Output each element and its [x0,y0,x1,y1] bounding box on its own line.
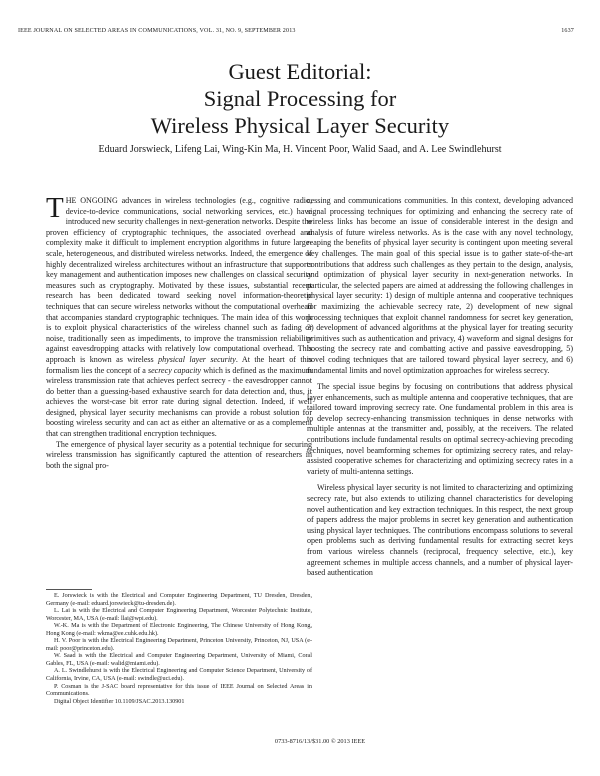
emphasis-term: secrecy capacity [147,365,202,375]
paragraph: The special issue begins by focusing on contributions that address physical layer enhancements, such as multiple antenna and cooperative techniques, that are tailored toward improving secrecy rate. One fundamental problem in this area is to develop secrecy-enhancing transmission techniques in dense networks with multiple antennas at the transmitter and, possibly, at the receivers. The related contributions include fundamental results on optimal secrecy-achieving precoding techniques, novel beamforming schemes for optimizing secrecy rates, and relay-assisted cooperative schemes for characterizing and optimizing secrecy rates in a variety of multi-antenna settings. [307,382,573,476]
title-line-1: Guest Editorial: [228,59,372,84]
page-number: 1637 [561,28,574,34]
paragraph: The emergence of physical layer security as a potential technique for securing wireless transmission has significantly captured the attention of researchers in both the signal pro- [46,439,312,470]
footnote: A. L. Swindlehurst is with the Electrical Engineering and Computer Science Department, University of California, Irvine, CA, USA (e-mail: swindle@uci.edu). [46,668,312,683]
article-title [0,58,600,139]
right-column [307,196,573,579]
footnote-divider [46,589,92,590]
left-column [46,192,312,471]
title-line-3: Wireless Physical Layer Security [150,113,450,138]
paragraph-text: advances in wireless technologies (e.g., cognitive radio, device-to-device communications, social networking services, etc.) have introduced new security challenges in next-generation networks. Despite the proven efficiency of cryptographic techniques, the associated overhead and complexity make it difficult to implement encryption algorithms in future large-scale, heterogeneous, and distributed wireless networks. Indeed, the emergence of highly decentralized wireless architectures without an infrastructure that supports key management and authentication imposes new challenges on classical security measures such as cryptography. Motivated by these issues, substantial recent research has been dedicated toward seeking novel information-theoretic techniques that can secure wireless networks without the computational overhead that accompanies standard cryptographic techniques. The main idea of this work is to exploit physical characteristics of the wireless channel such as fading or noise, traditionally seen as impediments, to improve the transmission reliability against eavesdropping attacks with relatively low computational overhead. This approach is known as wireless [46,196,312,364]
author-list: Eduard Jorswieck, Lifeng Lai, Wing-Kin Ma, H. Vincent Poor, Walid Saad, and A. Lee Swindlehurst [98,144,502,155]
footnote: E. Jorswieck is with the Electrical and Computer Engineering Department, TU Dresden, Dresden, Germany (e-mail: eduard.jorswieck@tu-dresden.de). [46,593,312,607]
lead-small-caps: HE ONGOING [65,196,118,205]
footnote: P. Cosman is the J-SAC board representative for this issue of IEEE Journal on Selected Areas in Communications. [46,683,312,698]
running-header [18,28,574,38]
paragraph-text: . At the heart of this formalism lies the concept of a [46,354,312,375]
paragraph: cessing and communications communities. In this context, developing advanced signal processing techniques for optimizing and enhancing the secrecy rate of wireless links has become an issue of considerable interest in the design and analysis of future wireless networks. As is the case with any novel technology, reaping the benefits of physical layer security is contingent upon meeting several key challenges. The main goal of this special issue is to gather state-of-the-art contributions that address such challenges as they pertain to the design, analysis, and optimization of physical layer security in next-generation networks. In particular, the selected papers are aimed at addressing the following challenges in physical layer security: 1) design of multiple antenna and cooperative techniques for maximizing the achievable secrecy rate, 2) development of new signal processing techniques that exploit channel randomness for secret key generation, 3) development of advanced algorithms at the physical layer for treating security primitives such as authentication and privacy, 4) waveform and signal designs for boosting the secrecy rate and combatting active and passive eavesdropping, 5) novel coding techniques that are tailored toward physical layer secrecy, and 6) fundamental limits and novel optimization approaches for wireless secrecy. [307,196,573,375]
emphasis-term: physical layer security [158,354,236,364]
paragraph-text: which is defined as the maximum wireless transmission rate that achieves perfect secrecy - the eavesdropper cannot do better than a guessing-based exhaustive search for data detection and, thus, it achieves the worst-case bit error rate during signal detection. Indeed, if well designed, physical layer security mechanisms can provide a robust solution for boosting wireless security and can act as either an alternative or as a complement that can strengthen traditional encryption techniques. [46,365,312,439]
drop-cap: T [46,192,64,224]
title-line-2: Signal Processing for [203,86,397,111]
journal-name: IEEE JOURNAL ON SELECTED AREAS IN COMMUNICATIONS, VOL. 31, NO. 9, SEPTEMBER 2013 [18,28,296,34]
paragraph: Wireless physical layer security is not limited to characterizing and optimizing secrecy rate, but also extends to utilizing channel characteristics for developing novel authentication and key extraction techniques. In this respect, the next group of papers address the major problems in secret key generation and authentication using physical layer techniques. The contributions encompass solutions to several open problems such as deriving fundamental results for extracting secret keys from various wireless channels (reciprocal, frequency selective, etc.), key agreement schemes in multiple access channels, and a number of physical layer-based authentication [307,483,573,578]
copyright-footer: 0733-8716/13/$31.00 © 2013 IEEE [274,738,366,745]
footnotes [46,593,312,706]
intro-paragraph [46,192,312,440]
footnote: W. Saad is with the Electrical and Computer Engineering Department, University of Miami, Coral Gables, FL, USA (e-mail: walid@miami.edu). [46,653,312,667]
footnote: H. V. Poor is with the Electrical Engineering Department, Princeton University, Princeton, NJ, USA (e-mail: poor@princeton.edu). [46,638,312,652]
footnote: L. Lai is with the Electrical and Computer Engineering Department, Worcester Polytechnic Institute, Worcester, MA, USA (e-mail: llai@wpi.edu). [46,608,312,622]
footnote: W.-K. Ma is with the Department of Electronic Engineering, The Chinese University of Hong Kong, Hong Kong (e-mail: wkma@ee.cuhk.edu.hk). [46,623,312,637]
doi: Digital Object Identifier 10.1109/JSAC.2013.130901 [54,698,185,705]
